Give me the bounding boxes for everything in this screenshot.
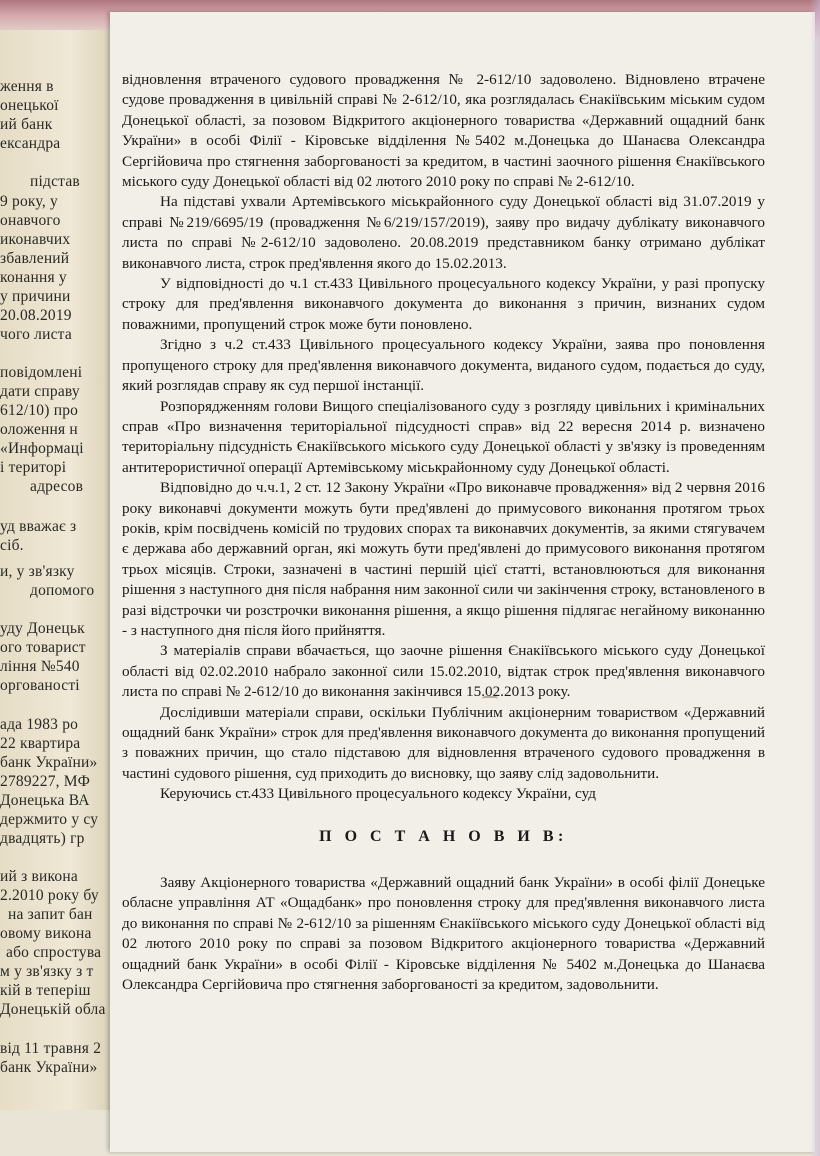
paragraph: відновлення втраченого судового провадження № 2-612/10 задоволено. Відновлено втрачене судове провадження в цивільній справі № 2-612/10, яка розглядалась Єнакіївським міським судом Донецької області, за позовом Відкритого акціонерного товариства «Державний ощадний банк України» в особі Філії - Кіровське відділення №5402 м.Донецька до Шанаєва Олександра Сергійовича про стягнення заборгованості за кредитом, в частині заочного рішення Єнакіївського міського суду Донецької області від 02 лютого 2010 року по справі № 2-612/10.	[122, 71, 765, 191]
document-body	[122, 70, 765, 995]
under-line: повідомлені	[0, 364, 83, 381]
under-line: онавчого	[0, 212, 61, 229]
under-line: кій в теперіш	[0, 982, 91, 999]
under-line: від 11 травня 2	[0, 1040, 102, 1057]
paragraph: Відповідно до ч.ч.1, 2 ст. 12 Закону України «Про виконавче провадження» від 2 червня 2016 року виконавчі документи можуть бути пред'явлені до примусового виконання протягом трьох років, крім посвідчень комісій по трудових спорах та виконавчих документів, за якими стягувачем є держава або державний орган, які можуть бути пред'явлені до примусового виконання протягом трьох місяців. Строки, зазначені в частині першій цієї статті, встановлюються для виконання рішення з наступного дня після набрання ним законної сили чи закінчення строку, встановленого в разі відстрочки чи розстрочки виконання рішення, а якщо рішення підлягає негайному виконанню - з наступного дня після його прийняття.	[122, 479, 765, 639]
under-line: иконавчих	[0, 231, 71, 248]
under-line: і територі	[0, 459, 67, 476]
paragraph: Розпорядженням голови Вищого спеціалізованого суду з розгляду цивільних і кримінальних справ «Про визначення територіальної підсудності справ» від 22 вересня 2014 р. визначено територіальну підсудність Єнакіївського міського суду Донецької області у зв'язку із проведенням антитерористичної операції Артемівському міськрайонному суду Донецької області.	[122, 397, 765, 476]
under-line: ого товарист	[0, 639, 86, 656]
document-page	[110, 12, 815, 1152]
under-line: ада 1983 ро	[0, 716, 79, 733]
under-line: оложення н	[0, 421, 78, 438]
under-line: дати справу	[0, 383, 80, 400]
under-line: збавлений	[0, 250, 70, 267]
under-line: сіб.	[0, 537, 24, 554]
paragraph: З матеріалів справи вбачається, що заочне рішення Єнакіївського міського суду Донецької області від 02.02.2010 набрало законної сили 15.02.2010, відтак строк пред'явлення виконавчого листа по справі № 2-612/10 до виконання закінчився 15.02.2013 року.	[122, 642, 765, 701]
under-line: ий банк	[0, 116, 53, 133]
under-line: ження в	[0, 78, 54, 95]
paragraph: Керуючись ст.433 Цивільного процесуального кодексу України, суд	[160, 785, 596, 803]
under-line: 9 року, у	[0, 193, 58, 210]
under-line: конання у	[0, 269, 67, 286]
under-line: ий з викона	[0, 868, 78, 885]
under-line: 2.2010 року бу	[0, 887, 99, 904]
under-line: на запит бан	[8, 906, 93, 923]
under-line: ександра	[0, 135, 61, 152]
underlying-page-fragment	[0, 30, 119, 1110]
under-line: банк України»	[0, 754, 98, 771]
under-line: двадцять) гр	[0, 830, 85, 847]
under-line: и, у зв'язку	[0, 563, 75, 580]
under-line: адресов	[30, 478, 84, 495]
right-edge-tint	[810, 0, 820, 1156]
under-line: Донецька ВА	[0, 792, 90, 809]
paragraph: Згідно з ч.2 ст.433 Цивільного процесуального кодексу України, заява про поновлення пропущеного строку для пред'явлення виконавчого документа, виданого судом, подається до суду, який розглядав справу як суд першої інстанції.	[122, 336, 765, 395]
under-line: 612/10) про	[0, 402, 79, 419]
under-line: уд вважає з	[0, 518, 77, 535]
under-line: або спростува	[6, 944, 102, 961]
under-line: ління №540	[0, 658, 80, 675]
under-line: допомого	[30, 582, 95, 599]
under-line: онецької	[0, 97, 59, 114]
under-line: 20.08.2019	[0, 307, 72, 324]
under-line: держмито у су	[0, 811, 99, 828]
under-line: овому викона	[0, 925, 92, 942]
under-line: 22 квартира	[0, 735, 81, 752]
under-line: у причини	[0, 288, 71, 305]
under-line: уду Донецьк	[0, 620, 85, 637]
under-line: 2789227, МФ	[0, 773, 91, 790]
under-line: підстав	[30, 173, 80, 190]
under-line: м у зв'язку з т	[0, 963, 94, 980]
paragraph: Дослідивши матеріали справи, оскільки Публічним акціонерним товариством «Державний ощадний банк України» строк для пред'явлення виконавчого документа до виконання пропущений з поважних причин, що стало підставою для відновлення втраченого судового провадження в частині судового рішення, суд приходить до висновку, що заяву слід задовольнити.	[122, 703, 765, 782]
under-line: «Информаці	[0, 440, 84, 457]
resolution-title: П О С Т А Н О В И В:	[319, 827, 568, 845]
under-line: чого листа	[0, 326, 72, 343]
under-line: Донецькій обла	[0, 1001, 106, 1018]
under-line: банк України»	[0, 1059, 98, 1076]
under-line: оргованості	[0, 677, 80, 694]
resolution-text: Заяву Акціонерного товариства «Державний ощадний банк України» в особі філії Донецьке обласне управління АТ «Ощадбанк» про поновлення строку для пред'явлення виконавчого листа до виконання по справі № 2-612/10 за рішенням Єнакіївського міського суду Донецької області від 02 лютого 2010 року по справі за позовом Відкритого акціонерного товариства «Державний ощадний банк України» в особі Філії - Кіровське відділення № 5402 м.Донецька до Шанаєва Олександра Сергійовича про стягнення заборгованості за кредитом, задовольнити.	[122, 874, 765, 994]
paragraph: У відповідності до ч.1 ст.433 Цивільного процесуального кодексу України, у разі пропуску строку для пред'явлення виконавчого документа до виконання з причин, визнаних судом поважними, пропущений строк може бути поновлено.	[122, 275, 765, 333]
paragraph: На підставі ухвали Артемівського міськрайонного суду Донецької області від 31.07.2019 у справі №219/6695/19 (провадження №6/219/157/2019), заяву про видачу дублікату виконавчого листа по справі №2-612/10 задоволено. 20.08.2019 представником банку отримано дублікат виконавчого листа, строк пред'явлення якого до 15.02.2013.	[122, 193, 765, 272]
